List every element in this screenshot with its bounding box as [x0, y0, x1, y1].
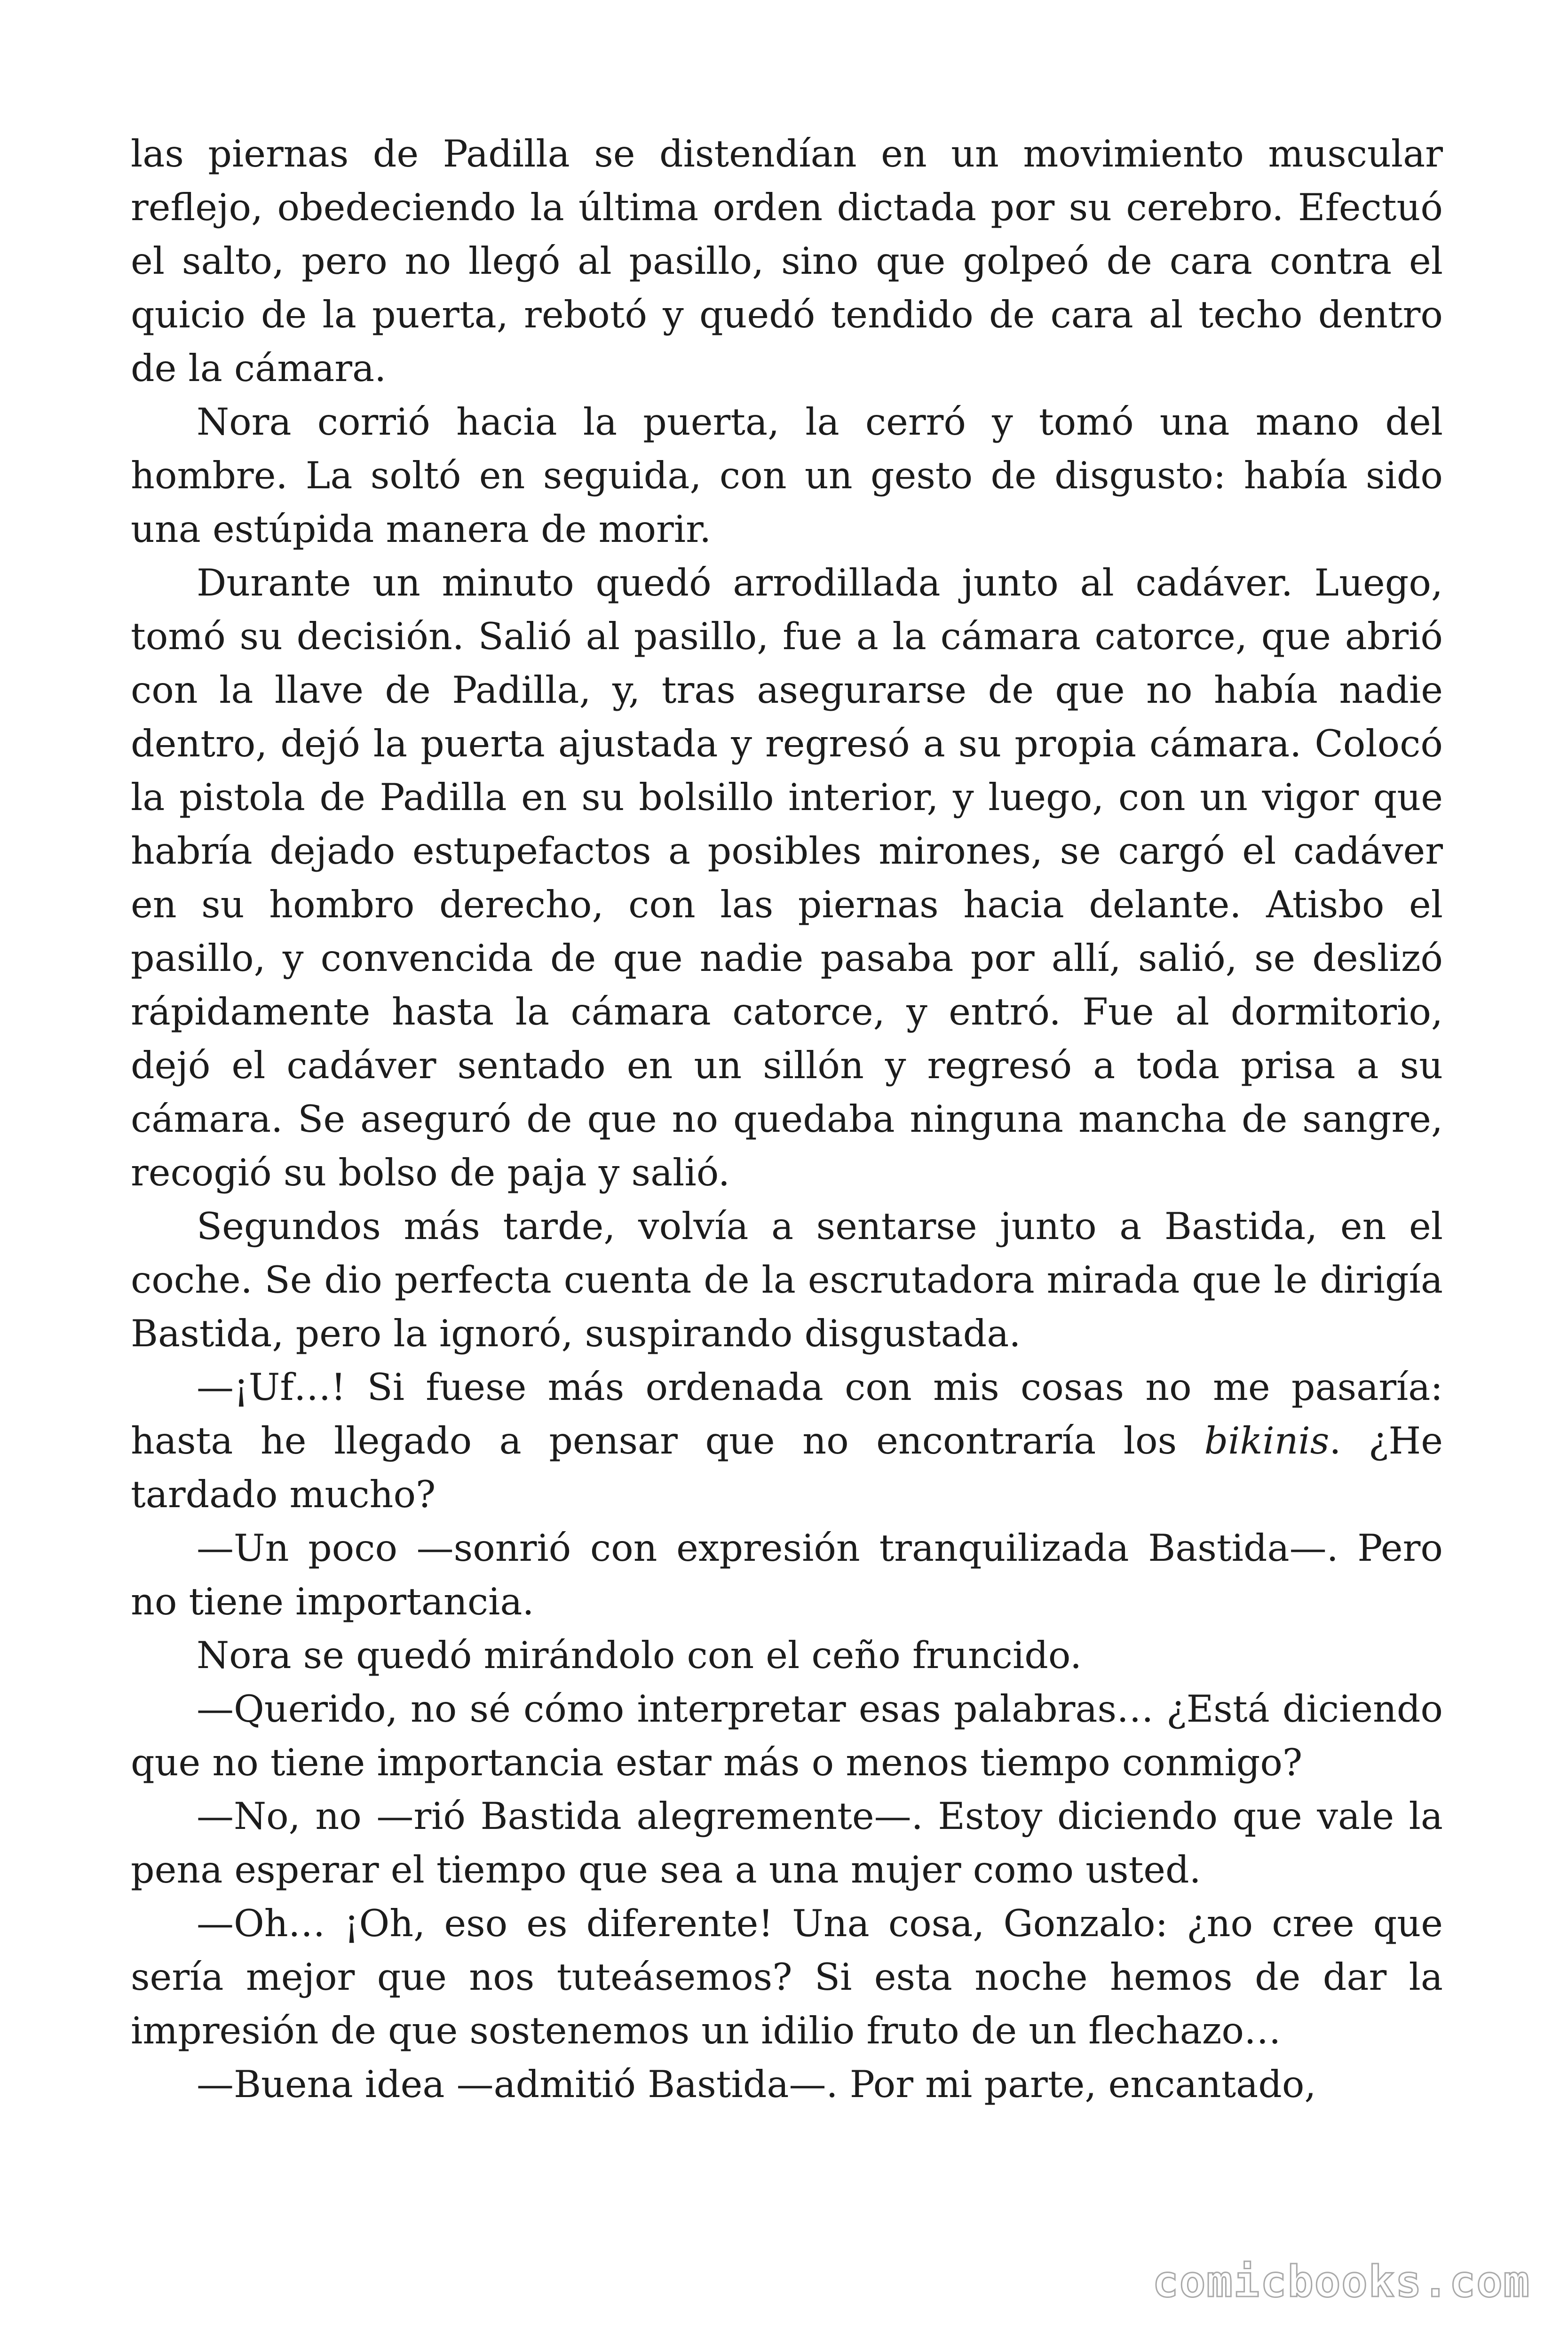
paragraph-5-after: . ¿He tardado mucho? [131, 1419, 1443, 1516]
paragraph-6: —Un poco —sonrió con expresión tranquilizada Bastida—. Pero no tiene importancia. [131, 1526, 1443, 1623]
paragraph-5 [131, 1360, 1443, 1521]
paragraph-1: las piernas de Padilla se distendían en un movimiento muscular reflejo, obedeciendo la última orden dictada por su cerebro. Efectuó el salto, pero no llegó al pasillo, sino que golpeó de cara contra el quicio de la puerta, rebotó y quedó tendido de cara al techo dentro de la cámara. [131, 132, 1443, 390]
paragraph-4: Segundos más tarde, volvía a sentarse junto a Bastida, en el coche. Se dio perfecta cuenta de la escrutadora mirada que le dirigía Bastida, pero la ignoró, suspirando disgustada. [131, 1205, 1443, 1355]
page-body [131, 127, 1443, 2230]
paragraph-3: Durante un minuto quedó arrodillada junto al cadáver. Luego, tomó su decisión. Salió al pasillo, fue a la cámara catorce, que abrió con la llave de Padilla, y, tras asegurarse de que no había nadie dentro, dejó la puerta ajustada y regresó a su propia cámara. Colocó la pistola de Padilla en su bolsillo interior, y luego, con un vigor que habría dejado estupefactos a posibles mirones, se cargó el cadáver en su hombro derecho, con las piernas hacia delante. Atisbo el pasillo, y convencida de que nadie pasaba por allí, salió, se deslizó rápidamente hasta la cámara catorce, y entró. Fue al dormitorio, dejó el cadáver sentado en un sillón y regresó a toda prisa a su cámara. Se aseguró de que no quedaba ninguna mancha de sangre, recogió su bolso de paja y salió. [131, 561, 1443, 1194]
paragraph-5-before: —¡Uf…! Si fuese más ordenada con mis cosas no me pasaría: hasta he llegado a pensar que no encontraría los [131, 1366, 1443, 1462]
italic-word: bikinis [1204, 1419, 1330, 1462]
watermark: comicbooks.com [1152, 2257, 1530, 2307]
paragraph-10: —Oh… ¡Oh, eso es diferente! Una cosa, Gonzalo: ¿no cree que sería mejor que nos tuteásemos? Si esta noche hemos de dar la impresión de que sostenemos un idilio fruto de un flechazo… [131, 1902, 1443, 2052]
paragraph-9: —No, no —rió Bastida alegremente—. Estoy diciendo que vale la pena esperar el tiempo que sea a una mujer como usted. [131, 1795, 1443, 1891]
paragraph-8: —Querido, no sé cómo interpretar esas palabras… ¿Está diciendo que no tiene importancia estar más o menos tiempo conmigo? [131, 1687, 1443, 1784]
paragraph-7: Nora se quedó mirándolo con el ceño fruncido. [197, 1634, 1082, 1677]
paragraph-2: Nora corrió hacia la puerta, la cerró y tomó una mano del hombre. La soltó en seguida, con un gesto de disgusto: había sido una estúpida manera de morir. [131, 400, 1443, 551]
paragraph-11: —Buena idea —admitió Bastida—. Por mi parte, encantado, [197, 2063, 1316, 2106]
